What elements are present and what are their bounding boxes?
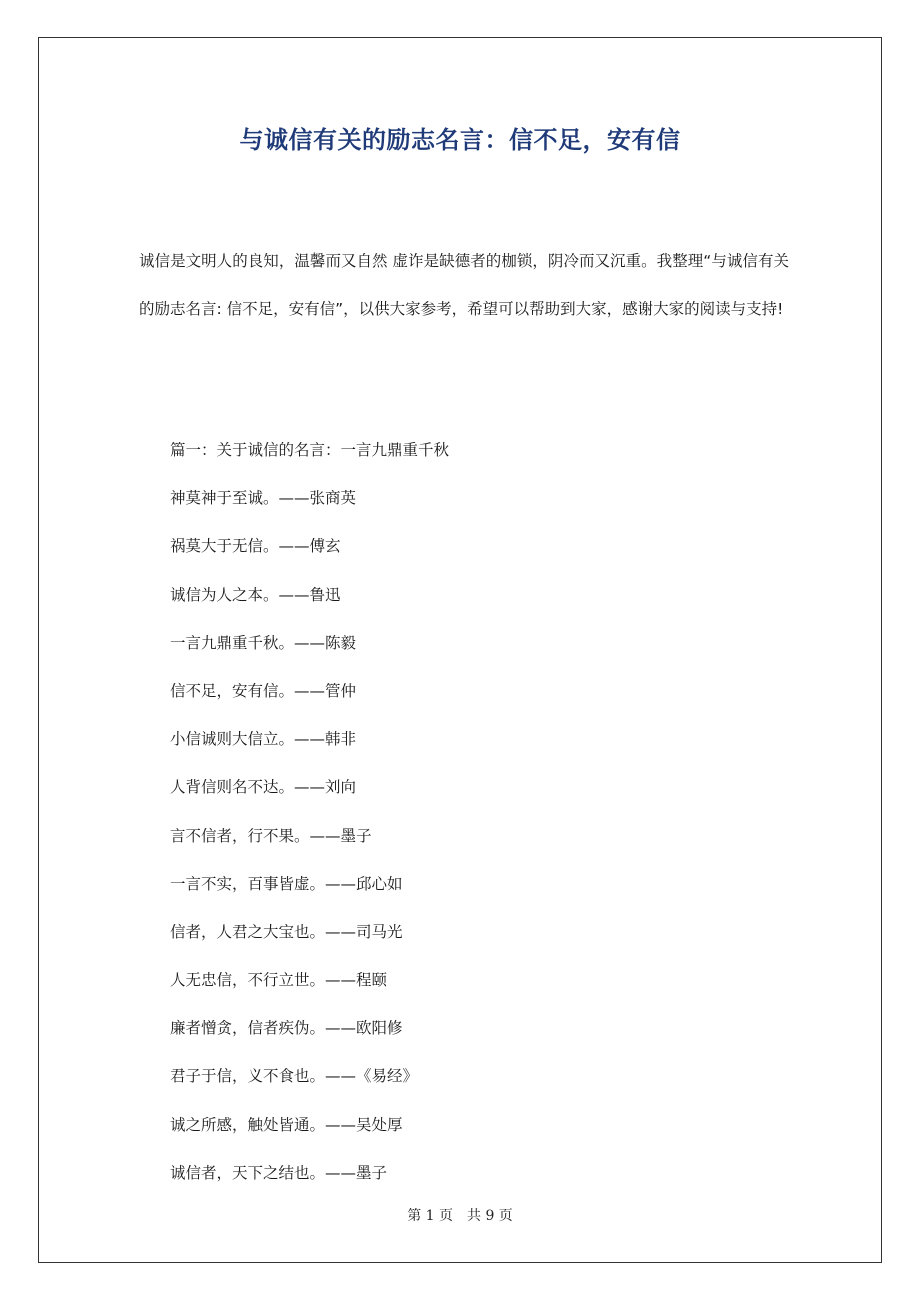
quote-item: 信者，人君之大宝也。——司马光 xyxy=(170,922,403,941)
page-number-footer: 第 1 页 共 9 页 xyxy=(407,1208,513,1224)
quote-item: 祸莫大于无信。——傅玄 xyxy=(170,537,341,556)
quote-item: 信不足，安有信。——管仲 xyxy=(170,681,357,700)
intro-paragraph: 诚信是文明人的良知，温馨而又自然 虚诈是缺德者的枷锁，阴冷而又沉重。我整理“与诚信有关的励志名言: 信不足，安有信”，以供大家参考，希望可以帮助到大家，感谢大家的阅读与支持! xyxy=(139,252,789,318)
quote-item: 君子于信，义不食也。——《易经》 xyxy=(170,1067,419,1086)
quote-item: 神莫神于至诚。——张商英 xyxy=(170,489,357,508)
document-title: 与诚信有关的励志名言：信不足，安有信 xyxy=(239,126,681,154)
quote-item: 一言九鼎重千秋。——陈毅 xyxy=(170,633,357,652)
section-heading: 篇一：关于诚信的名言：一言九鼎重千秋 xyxy=(170,441,450,459)
quote-item: 小信诚则大信立。——韩非 xyxy=(170,730,357,749)
quote-item: 人无忠信，不行立世。——程颐 xyxy=(170,971,388,990)
quote-item: 一言不实，百事皆虚。——邱心如 xyxy=(170,874,403,893)
quote-list xyxy=(170,426,790,1197)
quote-item: 言不信者，行不果。——墨子 xyxy=(170,826,372,845)
quote-item: 诚信者，天下之结也。——墨子 xyxy=(170,1163,388,1182)
quote-item: 廉者憎贪，信者疾伪。——欧阳修 xyxy=(170,1019,403,1038)
quote-item: 诚之所感，触处皆通。——吴处厚 xyxy=(170,1115,403,1134)
quote-item: 人背信则名不达。——刘向 xyxy=(170,778,357,797)
quote-item: 诚信为人之本。——鲁迅 xyxy=(170,585,341,604)
